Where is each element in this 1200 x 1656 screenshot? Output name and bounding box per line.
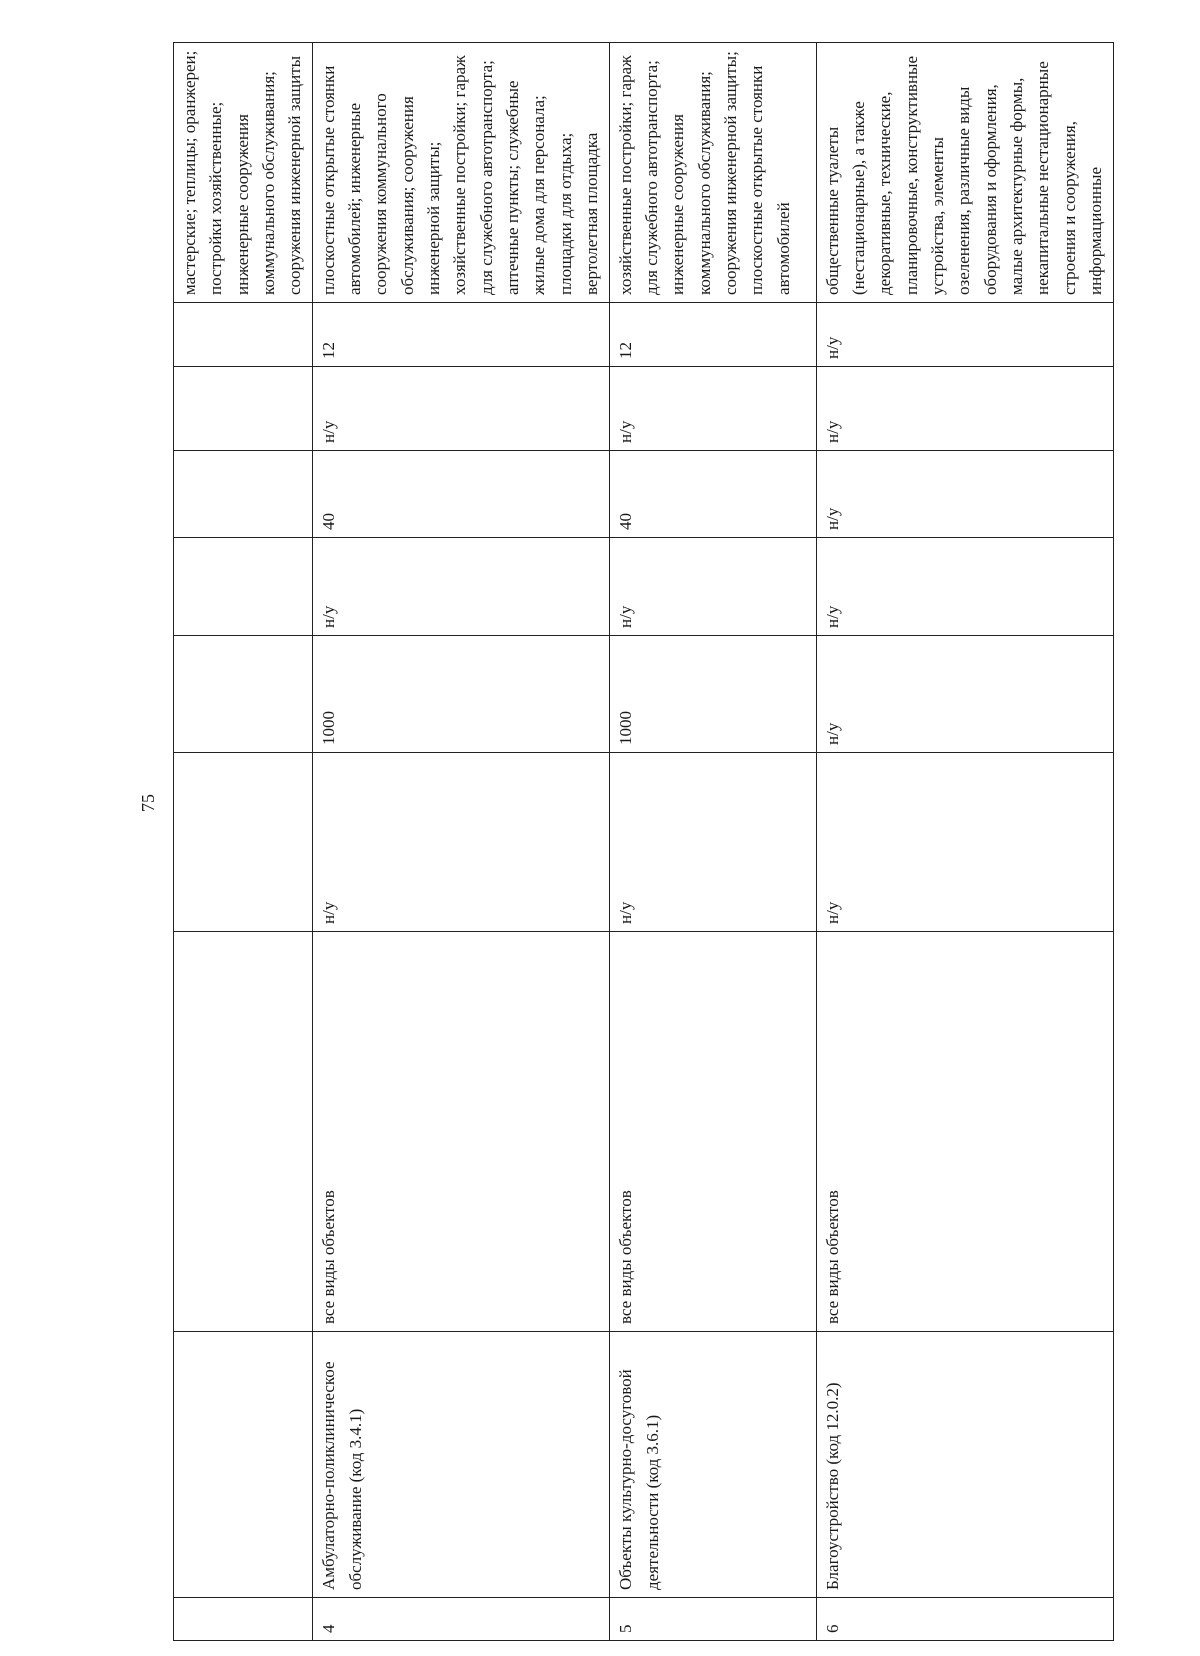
- table-row: [312, 43, 609, 1641]
- cell-param-2: 1000: [312, 636, 609, 753]
- cell-number: 6: [816, 1598, 1113, 1641]
- cell-param-2: 1000: [609, 636, 816, 753]
- cell-objects: все виды объектов: [609, 932, 816, 1332]
- cell-use-type: Амбулаторно-поликлиническое обслуживание (код 3.4.1): [312, 1332, 609, 1598]
- cell-use-type: [174, 1332, 313, 1598]
- cell-objects: [174, 932, 313, 1332]
- cell-objects: все виды объектов: [312, 932, 609, 1332]
- cell-auxiliary-uses: хозяйственные постройки; гараж для служебного автотранспорта; инженерные сооружения коммунального обслуживания; сооружения инженерной защиты; плоскостные открытые стоянки автомобилей: [609, 43, 816, 303]
- rotated-table-container: [173, 43, 1106, 1641]
- page-number: 75: [138, 794, 158, 812]
- cell-auxiliary-uses: общественные туалеты (нестационарные), а также декоративные, технические, планировочные, конструктивные устройства, элементы озеленения, различные виды оборудования и оформления, малые архитектурные формы, некапитальные нестационарные строения и сооружения, информационные: [816, 43, 1113, 303]
- cell-param-6: н/у: [816, 303, 1113, 367]
- cell-use-type: Объекты культурно-досуговой деятельности (код 3.6.1): [609, 1332, 816, 1598]
- cell-param-4: н/у: [816, 451, 1113, 538]
- cell-param-1: н/у: [312, 753, 609, 932]
- cell-number: 5: [609, 1598, 816, 1641]
- cell-number: [174, 1598, 313, 1641]
- cell-param-4: 40: [609, 451, 816, 538]
- cell-param-6: 12: [312, 303, 609, 367]
- cell-param-5: [174, 367, 313, 451]
- cell-param-1: [174, 753, 313, 932]
- cell-param-5: н/у: [609, 367, 816, 451]
- cell-param-1: н/у: [609, 753, 816, 932]
- cell-number: 4: [312, 1598, 609, 1641]
- cell-param-1: н/у: [816, 753, 1113, 932]
- cell-param-4: 40: [312, 451, 609, 538]
- cell-objects: все виды объектов: [816, 932, 1113, 1332]
- cell-param-4: [174, 451, 313, 538]
- cell-auxiliary-uses: мастерские; теплицы; оранжереи; постройки хозяйственные; инженерные сооружения коммунального обслуживания; сооружения инженерной защиты: [174, 43, 313, 303]
- cell-param-2: [174, 636, 313, 753]
- cell-param-5: н/у: [312, 367, 609, 451]
- cell-auxiliary-uses: плоскостные открытые стоянки автомобилей; инженерные сооружения коммунального обслуживания; сооружения инженерной защиты; хозяйственные постройки; гараж для служебного автотранспорта; аптечные пункты; служебные жилые дома для персонала; площадки для отдыха; вертолетная площадка: [312, 43, 609, 303]
- cell-param-3: [174, 538, 313, 636]
- zoning-regulations-table: [173, 42, 1114, 1641]
- cell-use-type: Благоустройство (код 12.0.2): [816, 1332, 1113, 1598]
- table-row: [816, 43, 1113, 1641]
- cell-param-6: 12: [609, 303, 816, 367]
- table-row: [174, 43, 313, 1641]
- cell-param-2: н/у: [816, 636, 1113, 753]
- cell-param-3: н/у: [312, 538, 609, 636]
- table-row: [609, 43, 816, 1641]
- cell-param-3: н/у: [609, 538, 816, 636]
- cell-param-5: н/у: [816, 367, 1113, 451]
- cell-param-3: н/у: [816, 538, 1113, 636]
- cell-param-6: [174, 303, 313, 367]
